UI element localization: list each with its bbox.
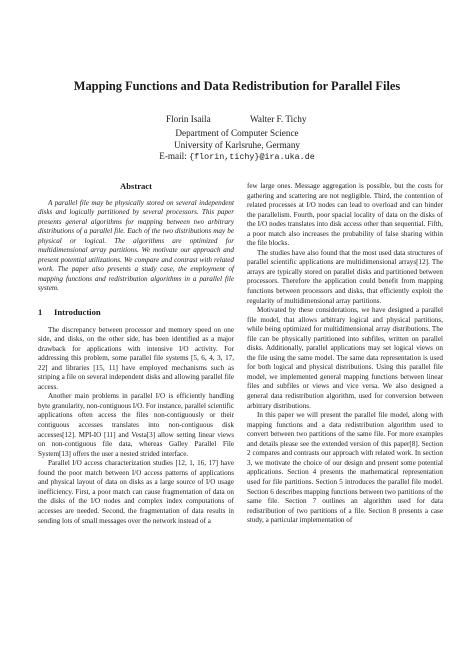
body-paragraph: Motivated by these considerations, we have designed a parallel file model, that allows arbitrary logical and physical partitions, while being optimized for multidimensional array distributions. The file can be physically partitioned into subfiles, written on parallel disks. Additionally, parallel applications may set logical views on the file using the same model. The same data representation is used for both logical and physical distributions. Using this parallel file model, we implemented general mapping functions between linear files and subfiles or views and vice versa. We also designed a general data redistribution algorithm, used for conversion between arbitrary distributions. [247,306,443,410]
email-line [0,151,474,164]
section-number: 1 [38,307,43,318]
email-address: {florin,tichy}@ira.uka.de [189,152,315,163]
body-paragraph: The discrepancy between processor and memory speed on one side, and disks, on the other side, has been identified as a major drawback for applications with intensive I/O activity. For addressing this problem, some parallel file systems [5, 6, 4, 3, 17, 22] and libraries [15, 11] have employed mechanisms such as striping a file on several independent disks and allowing parallel file access. [38,325,234,391]
section-title: Introduction [54,307,101,318]
affiliation-line: Department of Computer Science [175,128,299,138]
body-paragraph: few large ones. Message aggregation is possible, but the costs for gathering and scattering are not negligible. Third, the contention of related processes at I/O nodes can lead to overload and can hinder the parallelism. Fourth, poor spacial locality of data on the disks of the I/O nodes translates into disk access other than sequential. Fifth, a poor match also increases the probability of false sharing within the file blocks. [247,182,443,248]
body-paragraph: Parallel I/O access characterization studies [12, 1, 16, 17] have found the poor match between I/O access patterns of applications and physical layout of data on disks as a large source of I/O usage inefficiency. First, a poor match can cause fragmentation of data on the disks of the I/O nodes and complex index computations of accesses are needed. Second, the fragmentation of data results in sending lots of small messages over the network instead of a [38,459,234,525]
paper-title: Mapping Functions and Data Redistribution for Parallel Files [73,79,401,93]
abstract-text: A parallel file may be physically stored on several independent disks and logically partitioned by several processors. This paper presents general algorithms for mapping between two arbitrary distributions of a parallel file. Each of the two distributions may be physical or logical. The algorithms are optimized for multidimensional array partitions. We motivate our approach and present potential utilizations. We compare and contrast with related work. The paper also presents a study case, the employment of mapping functions and redistribution algorithms in a parallel file system. [38,198,234,293]
body-paragraph: Another main problems in parallel I/O is efficiently handling byte granularity, non-contiguous I/O. For instance, parallel scientific applications often access the files non-contiguously or their contiguous accesses translates into non-contiguous disk accesses[12]. MPI-IO [11] and Vesta[3] allow setting linear views on non-contiguous file data, whereas Galley Parallel File System[13] offers the user a nested strided interface. [38,392,234,458]
abstract-heading: Abstract [120,181,152,191]
section-heading [38,308,234,318]
email-label: E-mail: [159,151,190,162]
author-name: Florin Isaila [166,114,211,124]
body-paragraph: In this paper we will present the parallel file model, along with mapping functions and a data redistribution algorithm used to convert between two partitions of the same file. For more examples and details please see the extended version of this paper[8]. Section 2 compares and contrasts our approach with related work. In section 3, we motivate the choice of our design and present some potential applications. Section 4 presents the mathematical representation used for file partitions. Section 5 introduces the parallel file model. Section 6 describes mapping functions between two partitions of the same file. Section 7 outlines an algorithm used for data redistribution of two partitions of a file. Section 8 presents a case study, a particular implementation of [247,411,443,525]
affiliation-line: University of Karlsruhe, Germany [173,139,301,150]
author-name: Walter F. Tichy [250,114,307,124]
affiliation-block [0,128,474,164]
right-column [247,182,443,526]
left-column [38,182,234,526]
body-paragraph: The studies have also found that the most used data structures of parallel scientific applications are multidimensional arrays[12]. The arrays are typically stored on parallel disks and partitioned between processors. Therefore the application could benefit from mapping functions between processors and disks, that efficiently exploit the regularity of multidimensional array partitions. [247,248,443,305]
